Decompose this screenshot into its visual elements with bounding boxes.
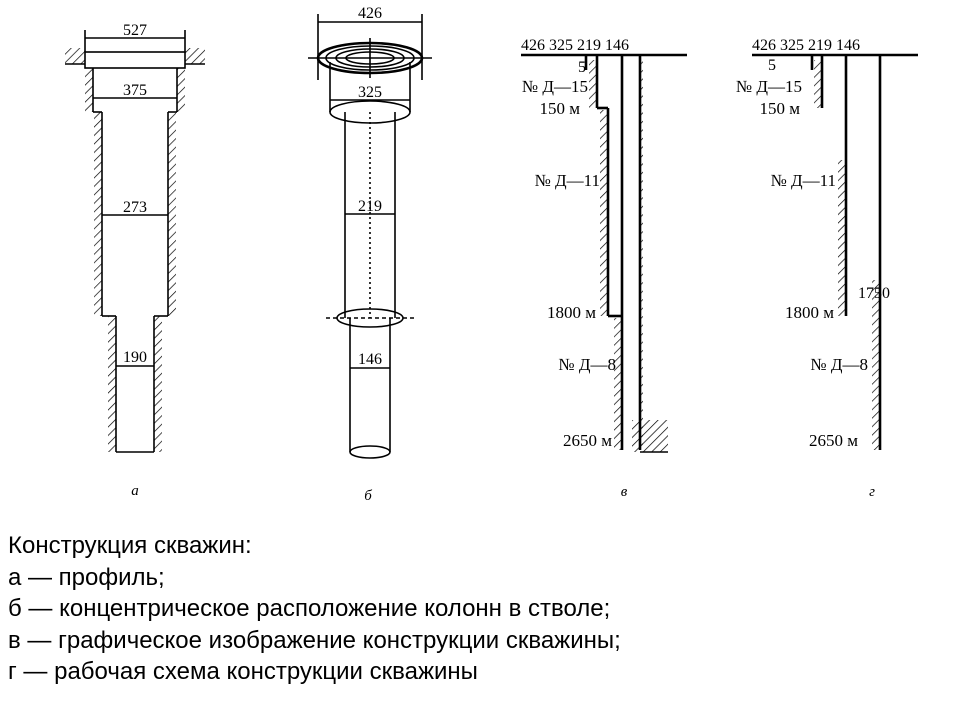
fig-g-small-5: 5 bbox=[768, 57, 776, 74]
caption-line-a: а — профиль; bbox=[8, 563, 165, 591]
fig-g-label-d11: № Д—11 bbox=[770, 171, 836, 190]
fig-g-label-1800m: 1800 м bbox=[784, 303, 834, 322]
fig-v-label-2650m: 2650 м bbox=[562, 431, 612, 450]
fig-a-dim-375: 375 bbox=[123, 82, 147, 99]
fig-v-label-d8: № Д—8 bbox=[558, 355, 616, 374]
figure-v-graphical bbox=[521, 37, 687, 500]
figure-caption bbox=[8, 530, 948, 688]
figure-b-concentric bbox=[308, 5, 432, 504]
fig-g-label-2650m: 2650 м bbox=[808, 431, 858, 450]
fig-g-label-1750: 1750 bbox=[858, 285, 890, 302]
fig-g-header: 426 325 219 146 bbox=[752, 37, 860, 54]
fig-g-label-d8: № Д—8 bbox=[810, 355, 868, 374]
fig-b-dim-146: 146 bbox=[358, 351, 382, 368]
fig-v-small-5: 5 bbox=[578, 59, 586, 76]
caption-line-b: б — концентрическое расположение колонн в стволе; bbox=[8, 595, 611, 622]
caption-title: Конструкция скважин: bbox=[8, 532, 252, 559]
fig-g-label-150m: 150 м bbox=[759, 99, 800, 118]
fig-v-header: 426 325 219 146 bbox=[521, 37, 629, 54]
fig-a-dim-527: 527 bbox=[123, 22, 147, 39]
fig-v-label-1800m: 1800 м bbox=[546, 303, 596, 322]
fig-b-dim-325: 325 bbox=[358, 84, 382, 101]
fig-b-letter: б bbox=[364, 488, 372, 504]
fig-v-label-150m: 150 м bbox=[539, 99, 580, 118]
fig-g-letter: г bbox=[869, 484, 875, 500]
fig-a-dim-273: 273 bbox=[123, 199, 147, 216]
fig-a-letter: а bbox=[131, 483, 139, 499]
caption-line-g: г — рабочая схема конструкции скважины bbox=[8, 658, 478, 685]
figure-a-profile bbox=[65, 22, 205, 499]
fig-v-letter: в bbox=[620, 484, 628, 500]
figure-g-working bbox=[736, 37, 918, 500]
fig-a-dim-190: 190 bbox=[123, 349, 147, 366]
fig-b-dim-426: 426 bbox=[358, 5, 382, 22]
fig-b-dim-219: 219 bbox=[358, 198, 382, 215]
fig-v-label-d15: № Д—15 bbox=[521, 77, 588, 96]
fig-v-label-d11: № Д—11 bbox=[534, 171, 600, 190]
caption-line-v: в — графическое изображение конструкции скважины; bbox=[8, 626, 621, 654]
fig-g-label-d15: № Д—15 bbox=[735, 77, 802, 96]
